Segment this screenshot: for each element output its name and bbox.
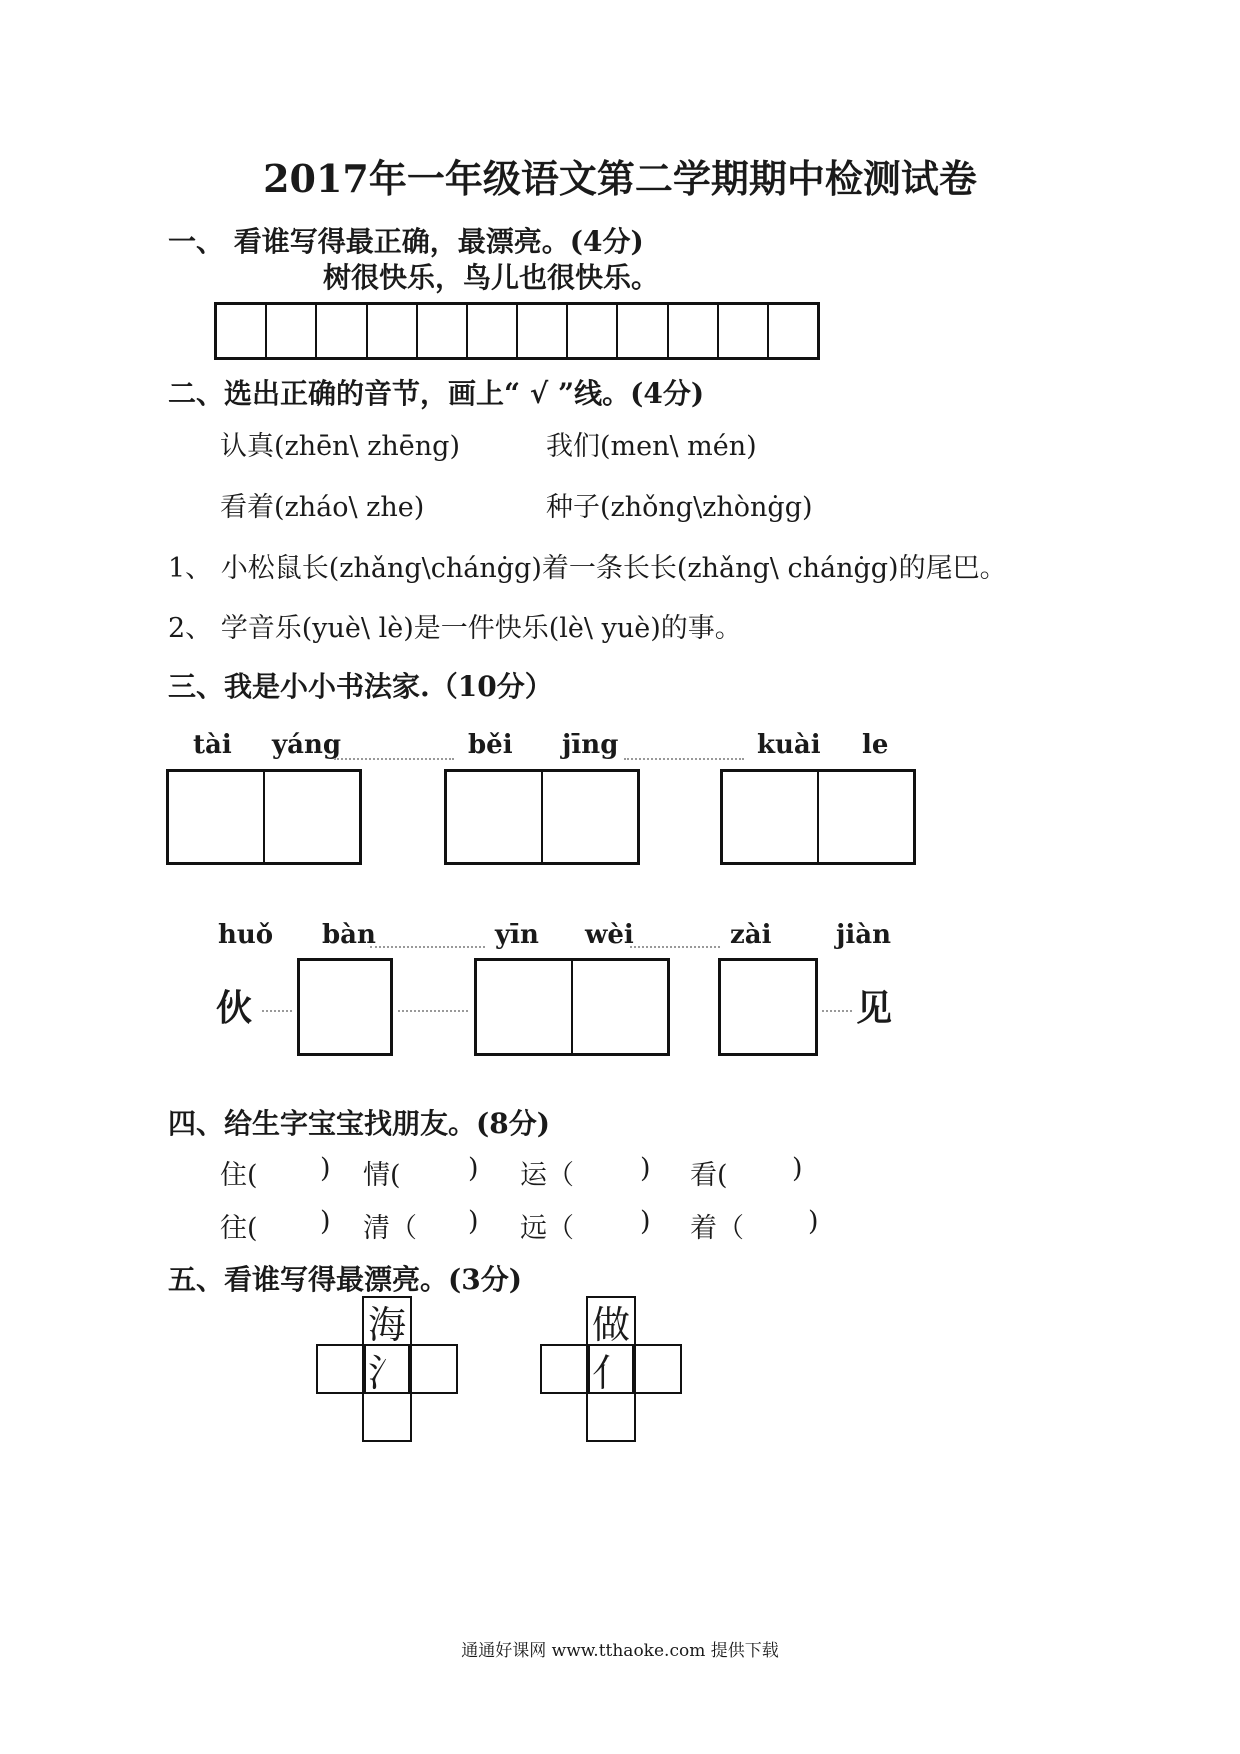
char-blank-close: ) <box>468 1206 479 1237</box>
char-blank-close: ) <box>468 1153 479 1184</box>
writing-box-zai[interactable] <box>718 958 818 1056</box>
char-blank: 看( <box>690 1160 728 1191</box>
dotted-leader <box>398 1010 468 1012</box>
cross-cell[interactable] <box>540 1344 590 1394</box>
dotted-leader <box>624 758 744 760</box>
grid-cell[interactable] <box>719 305 769 357</box>
pinyin-label: bàn <box>322 920 376 950</box>
char-blank: 情( <box>363 1160 401 1191</box>
section-2-heading: 二、选出正确的音节，画上“ √ ”线。(4分) <box>168 377 705 410</box>
grid-cell[interactable] <box>317 305 367 357</box>
given-char-jian: 见 <box>856 987 893 1029</box>
grid-cell[interactable] <box>518 305 568 357</box>
grid-cell[interactable] <box>217 305 267 357</box>
writing-box-kuaile[interactable] <box>720 769 916 865</box>
dotted-leader <box>370 946 485 948</box>
pinyin-label: zài <box>730 920 772 950</box>
writing-box-yinwei[interactable] <box>474 958 670 1056</box>
writing-grid[interactable] <box>214 302 820 360</box>
cross-grid-zuo[interactable] <box>540 1296 684 1442</box>
dotted-leader <box>630 946 720 948</box>
grid-cell[interactable] <box>418 305 468 357</box>
section-1-sentence: 树很快乐，鸟儿也很快乐。 <box>323 261 660 294</box>
pinyin-label: kuài <box>757 730 821 760</box>
grid-cell[interactable] <box>618 305 668 357</box>
pinyin-label: yīn <box>495 920 539 950</box>
cross-cell-radical: 氵 <box>362 1344 412 1394</box>
cross-cell[interactable] <box>316 1344 366 1394</box>
cross-cell[interactable] <box>586 1392 636 1442</box>
cross-cell[interactable] <box>632 1344 682 1394</box>
pinyin-label: huǒ <box>218 920 274 950</box>
dotted-leader <box>334 758 454 760</box>
writing-box-beijing[interactable] <box>444 769 640 865</box>
choice-2b: 种子(zhǒng\zhònġg) <box>546 492 813 523</box>
section-4-heading: 四、给生字宝宝找朋友。(8分) <box>168 1107 550 1140</box>
choice-2a: 看着(zháo\ zhe) <box>220 492 425 523</box>
section-1-heading: 一、 看谁写得最正确，最漂亮。(4分) <box>168 225 644 258</box>
grid-cell[interactable] <box>669 305 719 357</box>
char-blank: 往( <box>220 1213 258 1244</box>
page-title: 2017年一年级语文第二学期期中检测试卷 <box>263 156 977 201</box>
pinyin-label: wèi <box>585 920 634 950</box>
char-blank: 清（ <box>363 1213 417 1244</box>
pinyin-label: le <box>862 730 889 760</box>
pinyin-label: jiàn <box>836 920 892 950</box>
cross-grid-hai[interactable] <box>316 1296 460 1442</box>
footer-watermark: 通通好课网 www.tthaoke.com 提供下载 <box>461 1641 779 1661</box>
char-blank-close: ) <box>640 1153 651 1184</box>
writing-box-taiyang[interactable] <box>166 769 362 865</box>
cross-cell[interactable] <box>362 1392 412 1442</box>
section-5-heading: 五、看谁写得最漂亮。(3分) <box>168 1263 522 1296</box>
pinyin-label: tài <box>193 730 232 760</box>
grid-cell[interactable] <box>368 305 418 357</box>
choice-1a: 认真(zhēn\ zhēng) <box>220 431 460 462</box>
cross-cell-radical: 亻 <box>586 1344 636 1394</box>
dotted-leader <box>822 1010 852 1012</box>
grid-cell[interactable] <box>267 305 317 357</box>
cross-cell-char: 做 <box>586 1296 636 1346</box>
char-blank-close: ) <box>808 1206 819 1237</box>
question-1: 1、 小松鼠长(zhǎng\chánġg)着一条长长(zhǎng\ chánġg)的尾巴。 <box>168 553 1007 584</box>
given-char-huo: 伙 <box>216 987 253 1029</box>
choice-1b: 我们(men\ mén) <box>546 431 757 462</box>
grid-cell[interactable] <box>568 305 618 357</box>
dotted-leader <box>262 1010 292 1012</box>
char-blank-close: ) <box>320 1206 331 1237</box>
grid-cell[interactable] <box>468 305 518 357</box>
cross-cell[interactable] <box>408 1344 458 1394</box>
grid-cell[interactable] <box>769 305 817 357</box>
question-2: 2、 学音乐(yuè\ lè)是一件快乐(lè\ yuè)的事。 <box>168 613 742 644</box>
writing-box-ban[interactable] <box>297 958 393 1056</box>
pinyin-label: jīng <box>562 730 619 760</box>
char-blank-close: ) <box>640 1206 651 1237</box>
char-blank: 着（ <box>690 1213 744 1244</box>
pinyin-label: yáng <box>272 730 342 760</box>
cross-cell-char: 海 <box>362 1296 412 1346</box>
char-blank-close: ) <box>320 1153 331 1184</box>
char-blank: 住( <box>220 1160 258 1191</box>
char-blank: 运（ <box>520 1160 574 1191</box>
char-blank-close: ) <box>792 1153 803 1184</box>
char-blank: 远（ <box>520 1213 574 1244</box>
section-3-heading: 三、我是小小书法家.（10分） <box>168 670 553 703</box>
pinyin-label: běi <box>468 730 513 760</box>
